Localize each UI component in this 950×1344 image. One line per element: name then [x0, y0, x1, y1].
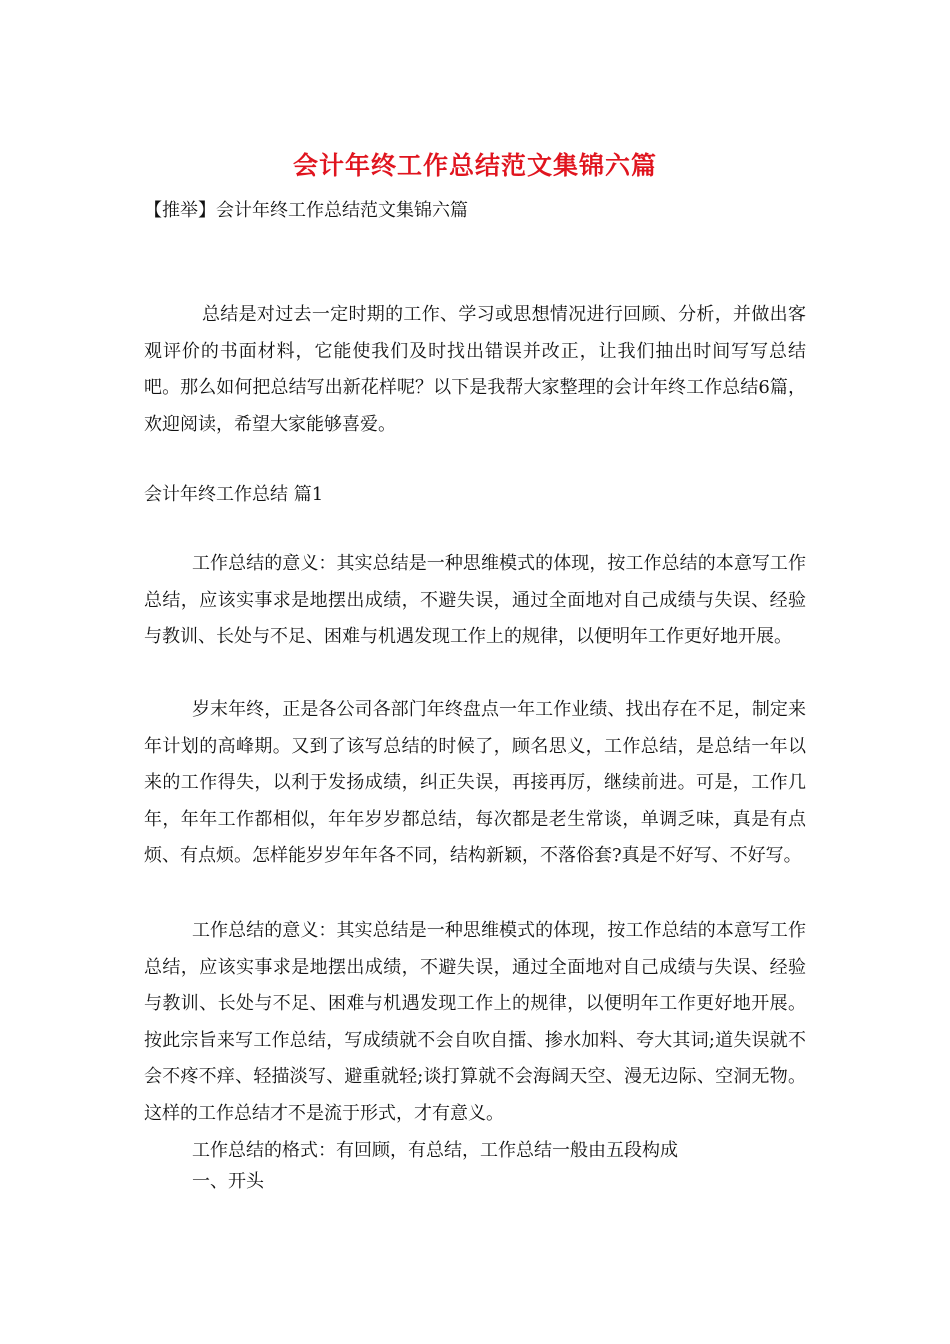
body-paragraph: 工作总结的格式：有回顾，有总结，工作总结一般由五段构成 — [192, 1140, 678, 1161]
intro-paragraph: 总结是对过去一定时期的工作、学习或思想情况进行回顾、分析，并做出客观评价的书面材料，它能使我们及时找出错误并改正，让我们抽出时间写写总结吧。那么如何把总结写出新花样呢？以下是我帮大家整理的会计年终工作总结6篇，欢迎阅读，希望大家能够喜爱。 — [144, 304, 806, 435]
section-heading: 会计年终工作总结 篇1 — [144, 484, 324, 505]
body-paragraph: 岁末年终，正是各公司各部门年终盘点一年工作业绩、找出存在不足，制定来年计划的高峰期。又到了该写总结的时候了，顾名思义，工作总结，是总结一年以来的工作得失，以利于发扬成绩，纠正失误，再接再厉，继续前进。可是，工作几年，年年工作都相似，年年岁岁都总结，每次都是老生常谈，单调乏味，真是有点烦、有点烦。怎样能岁岁年年各不同，结构新颖，不落俗套?真是不好写、不好写。 — [144, 699, 806, 866]
document-subtitle: 【推举】会计年终工作总结范文集锦六篇 — [144, 200, 468, 221]
list-heading: 一、开头 — [192, 1171, 264, 1192]
body-paragraph: 工作总结的意义：其实总结是一种思维模式的体现，按工作总结的本意写工作总结，应该实事求是地摆出成绩，不避失误，通过全面地对自己成绩与失误、经验与教训、长处与不足、困难与机遇发现工作上的规律，以便明年工作更好地开展。按此宗旨来写工作总结，写成绩就不会自吹自擂、掺水加料、夸大其词;道失误就不会不疼不痒、轻描淡写、避重就轻;谈打算就不会海阔天空、漫无边际、空洞无物。这样的工作总结才不是流于形式，才有意义。 — [144, 920, 806, 1124]
document-title: 会计年终工作总结范文集锦六篇 — [292, 151, 657, 180]
body-paragraph: 工作总结的意义：其实总结是一种思维模式的体现，按工作总结的本意写工作总结，应该实事求是地摆出成绩，不避失误，通过全面地对自己成绩与失误、经验与教训、长处与不足、困难与机遇发现工作上的规律，以便明年工作更好地开展。 — [144, 553, 806, 647]
